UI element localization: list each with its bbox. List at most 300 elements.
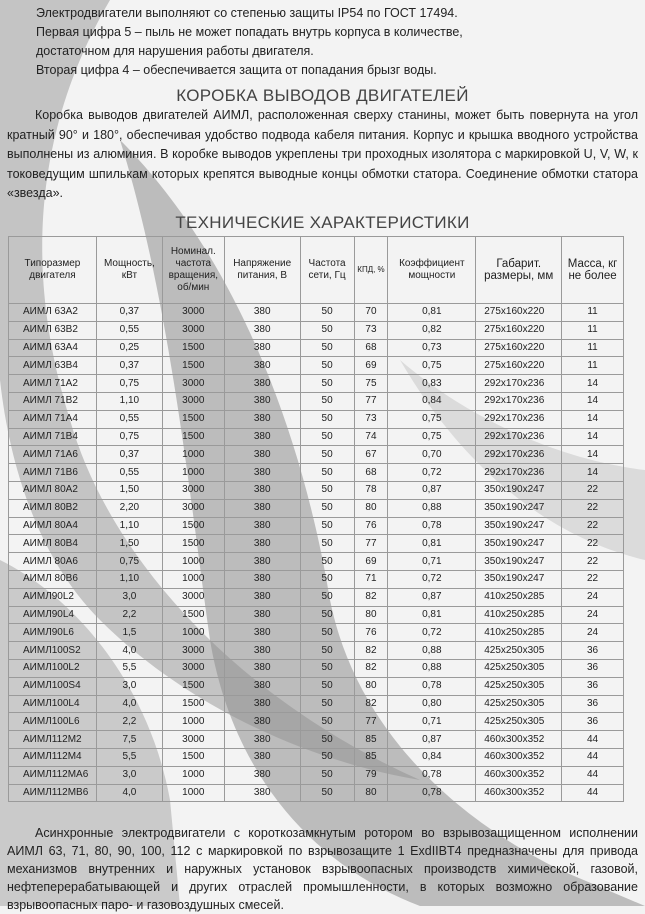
table-row	[9, 624, 624, 642]
table-row	[9, 713, 624, 731]
table-row	[9, 553, 624, 571]
table-cell: 0,75	[96, 428, 162, 446]
table-cell: 380	[224, 357, 300, 375]
table-cell: 1500	[162, 410, 224, 428]
table-cell: 1500	[162, 428, 224, 446]
table-cell: 50	[300, 357, 354, 375]
table-cell: 3000	[162, 481, 224, 499]
table-cell: 36	[562, 713, 624, 731]
table-cell: 50	[300, 304, 354, 322]
table-cell: 22	[562, 517, 624, 535]
table-cell: 50	[300, 321, 354, 339]
table-cell: 0,87	[388, 481, 476, 499]
table-cell: 14	[562, 392, 624, 410]
table-cell: 0,78	[388, 784, 476, 802]
table-cell: АИМЛ 80В4	[9, 535, 97, 553]
table-cell: 0,84	[388, 748, 476, 766]
table-cell: 14	[562, 446, 624, 464]
column-header: КПД, %	[354, 237, 388, 304]
intro-line: Вторая цифра 4 – обеспечивается защита от попадания брызг воды.	[36, 63, 437, 77]
table-cell: 0,75	[388, 410, 476, 428]
table-cell: 0,73	[388, 339, 476, 357]
table-cell: АИМЛ100S2	[9, 642, 97, 660]
intro-block	[36, 4, 636, 80]
table-cell: 0,55	[96, 410, 162, 428]
table-cell: 36	[562, 695, 624, 713]
intro-line: достаточном для нарушения работы двигателя.	[36, 44, 314, 58]
table-cell: 380	[224, 410, 300, 428]
table-cell: 50	[300, 375, 354, 393]
table-cell: 71	[354, 570, 388, 588]
table-cell: 76	[354, 624, 388, 642]
table-cell: АИМЛ 71В6	[9, 464, 97, 482]
table-row	[9, 695, 624, 713]
table-cell: 380	[224, 624, 300, 642]
table-cell: 78	[354, 481, 388, 499]
table-cell: 275x160x220	[476, 304, 562, 322]
table-cell: 350x190x247	[476, 481, 562, 499]
table-cell: АИМЛ 71А4	[9, 410, 97, 428]
table-cell: 80	[354, 677, 388, 695]
table-cell: 0,81	[388, 535, 476, 553]
table-cell: АИМЛ100S4	[9, 677, 97, 695]
table-cell: АИМЛ 63В2	[9, 321, 97, 339]
table-cell: 0,87	[388, 588, 476, 606]
table-cell: 380	[224, 339, 300, 357]
table-cell: 350x190x247	[476, 499, 562, 517]
table-cell: 380	[224, 535, 300, 553]
table-cell: 74	[354, 428, 388, 446]
table-cell: 380	[224, 642, 300, 660]
table-cell: 1500	[162, 695, 224, 713]
table-cell: 24	[562, 624, 624, 642]
table-cell: АИМЛ100L2	[9, 659, 97, 677]
table-cell: 380	[224, 481, 300, 499]
table-row	[9, 731, 624, 749]
table-cell: 68	[354, 464, 388, 482]
table-row	[9, 339, 624, 357]
table-cell: 380	[224, 588, 300, 606]
table-row	[9, 642, 624, 660]
table-cell: 50	[300, 339, 354, 357]
table-cell: 0,71	[388, 713, 476, 731]
table-cell: 3000	[162, 499, 224, 517]
table-cell: 380	[224, 499, 300, 517]
column-header: Коэффициент мощности	[388, 237, 476, 304]
table-cell: 460x300x352	[476, 731, 562, 749]
table-cell: 1,10	[96, 392, 162, 410]
table-row	[9, 357, 624, 375]
table-cell: 14	[562, 375, 624, 393]
table-cell: 380	[224, 553, 300, 571]
table-cell: 380	[224, 428, 300, 446]
table-cell: 36	[562, 677, 624, 695]
table-cell: 75	[354, 375, 388, 393]
table-cell: 50	[300, 481, 354, 499]
table-cell: АИМЛ 63А2	[9, 304, 97, 322]
table-cell: 82	[354, 659, 388, 677]
table-cell: 85	[354, 731, 388, 749]
table-cell: 425x250x305	[476, 659, 562, 677]
table-cell: 3000	[162, 375, 224, 393]
table-cell: 292x170x236	[476, 375, 562, 393]
table-cell: 50	[300, 713, 354, 731]
column-header: Номинал. частота вращения, об/мин	[162, 237, 224, 304]
table-cell: 73	[354, 321, 388, 339]
table-cell: 3000	[162, 731, 224, 749]
table-cell: АИМЛ90L4	[9, 606, 97, 624]
table-cell: 5,5	[96, 748, 162, 766]
table-cell: 44	[562, 731, 624, 749]
table-cell: 1000	[162, 713, 224, 731]
table-cell: 0,71	[388, 553, 476, 571]
footer-paragraph: Асинхронные электродвигатели с короткозамкнутым ротором во взрывозащищенном исполнении АИМЛ 63, 71, 80, 90, 100, 112 с маркировкой по взрывозащите 1 ExdIIBT4 предназначены для привода механизмов внутренних и наружных установок взрывоопасных производств химической, газовой, нефтеперерабатывающей и других отраслей промышленности, в которых возможно образование взрывоопасных паро- и газовоздушных смесей.	[7, 826, 638, 912]
table-cell: 292x170x236	[476, 410, 562, 428]
table-cell: 22	[562, 553, 624, 571]
table-cell: АИМЛ 80А4	[9, 517, 97, 535]
table-cell: 79	[354, 766, 388, 784]
table-cell: АИМЛ 71В2	[9, 392, 97, 410]
table-cell: 22	[562, 535, 624, 553]
table-row	[9, 499, 624, 517]
table-row	[9, 446, 624, 464]
table-cell: 70	[354, 304, 388, 322]
table-cell: 380	[224, 695, 300, 713]
column-header: Габарит. размеры, мм	[476, 237, 562, 304]
table-cell: 380	[224, 766, 300, 784]
table-cell: 44	[562, 766, 624, 784]
table-cell: 4,0	[96, 784, 162, 802]
table-cell: 380	[224, 677, 300, 695]
table-cell: 1000	[162, 624, 224, 642]
table-cell: 410x250x285	[476, 624, 562, 642]
table-cell: 0,75	[96, 375, 162, 393]
table-cell: 425x250x305	[476, 713, 562, 731]
table-cell: 0,80	[388, 695, 476, 713]
table-row	[9, 659, 624, 677]
table-cell: 292x170x236	[476, 428, 562, 446]
table-cell: 0,37	[96, 446, 162, 464]
table-cell: 0,37	[96, 357, 162, 375]
table-cell: 50	[300, 588, 354, 606]
table-cell: 0,75	[96, 553, 162, 571]
table-cell: 0,84	[388, 392, 476, 410]
table-cell: 11	[562, 304, 624, 322]
section-title-terminal-box: КОРОБКА ВЫВОДОВ ДВИГАТЕЛЕЙ	[176, 86, 469, 105]
table-cell: 50	[300, 517, 354, 535]
table-row	[9, 748, 624, 766]
table-cell: 85	[354, 748, 388, 766]
table-cell: 2,2	[96, 606, 162, 624]
table-cell: 77	[354, 713, 388, 731]
table-cell: 0,75	[388, 428, 476, 446]
table-cell: 3000	[162, 642, 224, 660]
intro-line: Первая цифра 5 – пыль не может попадать внутрь корпуса в количестве,	[36, 25, 463, 39]
table-cell: 350x190x247	[476, 517, 562, 535]
table-cell: 2,2	[96, 713, 162, 731]
table-cell: 0,37	[96, 304, 162, 322]
table-cell: 69	[354, 553, 388, 571]
table-cell: 50	[300, 677, 354, 695]
table-body	[9, 304, 624, 802]
table-cell: 425x250x305	[476, 695, 562, 713]
table-cell: 80	[354, 606, 388, 624]
table-cell: 1500	[162, 606, 224, 624]
table-cell: 22	[562, 570, 624, 588]
table-cell: 460x300x352	[476, 784, 562, 802]
table-cell: 0,88	[388, 499, 476, 517]
table-cell: 24	[562, 588, 624, 606]
table-cell: 67	[354, 446, 388, 464]
table-cell: 292x170x236	[476, 464, 562, 482]
table-cell: 410x250x285	[476, 606, 562, 624]
table-cell: 380	[224, 606, 300, 624]
table-row	[9, 570, 624, 588]
table-cell: 77	[354, 535, 388, 553]
table-cell: 50	[300, 642, 354, 660]
table-cell: 22	[562, 481, 624, 499]
table-cell: 5,5	[96, 659, 162, 677]
table-cell: АИМЛ 71А2	[9, 375, 97, 393]
table-cell: 0,55	[96, 321, 162, 339]
column-header: Напряжение питания, В	[224, 237, 300, 304]
table-cell: 292x170x236	[476, 446, 562, 464]
table-cell: 380	[224, 304, 300, 322]
table-cell: 1500	[162, 748, 224, 766]
table-cell: 14	[562, 428, 624, 446]
table-cell: 350x190x247	[476, 570, 562, 588]
table-cell: АИМЛ 71В4	[9, 428, 97, 446]
table-row	[9, 321, 624, 339]
table-row	[9, 535, 624, 553]
table-cell: 36	[562, 642, 624, 660]
table-cell: 44	[562, 784, 624, 802]
table-cell: 410x250x285	[476, 588, 562, 606]
table-cell: 425x250x305	[476, 642, 562, 660]
table-cell: 0,78	[388, 766, 476, 784]
table-cell: АИМЛ 63В4	[9, 357, 97, 375]
table-cell: АИМЛ112МВ6	[9, 784, 97, 802]
table-row	[9, 677, 624, 695]
terminal-box-paragraph: Коробка выводов двигателей АИМЛ, расположенная сверху станины, может быть повернута на угол кратный 90° и 180°, обеспечивая удобство подвода кабеля питания. Корпус и крышка вводного устройства выполнены из алюминия. В коробке выводов укреплены три проходных изолятора с маркировкой U, V, W, к токоведущим шпилькам которых крепятся выводные концы обмотки статора. Соединение обмотки статора «звезда».	[7, 108, 638, 200]
section-title-specs: ТЕХНИЧЕСКИЕ ХАРАКТЕРИСТИКИ	[175, 213, 470, 232]
table-cell: 50	[300, 766, 354, 784]
table-cell: 22	[562, 499, 624, 517]
table-cell: 1000	[162, 766, 224, 784]
table-cell: 36	[562, 659, 624, 677]
table-cell: 50	[300, 731, 354, 749]
table-row	[9, 481, 624, 499]
table-cell: 0,75	[388, 357, 476, 375]
table-cell: 1000	[162, 464, 224, 482]
table-cell: 44	[562, 748, 624, 766]
table-cell: 1,50	[96, 535, 162, 553]
table-cell: 50	[300, 695, 354, 713]
table-cell: 292x170x236	[476, 392, 562, 410]
table-cell: АИМЛ90L6	[9, 624, 97, 642]
table-cell: 3000	[162, 304, 224, 322]
table-cell: 0,83	[388, 375, 476, 393]
table-cell: АИМЛ112МА6	[9, 766, 97, 784]
table-cell: 50	[300, 624, 354, 642]
table-cell: 380	[224, 713, 300, 731]
table-cell: 69	[354, 357, 388, 375]
table-cell: 380	[224, 446, 300, 464]
table-cell: АИМЛ100L6	[9, 713, 97, 731]
table-row	[9, 766, 624, 784]
table-cell: 1500	[162, 677, 224, 695]
table-cell: 380	[224, 321, 300, 339]
table-cell: 1000	[162, 570, 224, 588]
table-cell: 80	[354, 784, 388, 802]
table-cell: 0,81	[388, 606, 476, 624]
table-cell: 380	[224, 464, 300, 482]
table-cell: 82	[354, 642, 388, 660]
table-cell: 50	[300, 606, 354, 624]
table-cell: 0,72	[388, 570, 476, 588]
table-row	[9, 784, 624, 802]
table-row	[9, 428, 624, 446]
table-cell: 50	[300, 659, 354, 677]
table-header-row	[9, 237, 624, 304]
table-cell: 50	[300, 428, 354, 446]
table-cell: 1000	[162, 784, 224, 802]
specs-table	[8, 236, 624, 802]
table-cell: 0,82	[388, 321, 476, 339]
table-cell: 3000	[162, 392, 224, 410]
table-row	[9, 375, 624, 393]
table-cell: 1,50	[96, 481, 162, 499]
table-cell: 425x250x305	[476, 677, 562, 695]
table-cell: 1,10	[96, 570, 162, 588]
table-cell: 380	[224, 748, 300, 766]
table-cell: 0,87	[388, 731, 476, 749]
table-cell: 380	[224, 731, 300, 749]
table-cell: АИМЛ 80В6	[9, 570, 97, 588]
table-cell: 4,0	[96, 642, 162, 660]
table-cell: 350x190x247	[476, 553, 562, 571]
table-cell: 14	[562, 464, 624, 482]
table-cell: 1500	[162, 339, 224, 357]
table-cell: 0,78	[388, 677, 476, 695]
table-row	[9, 464, 624, 482]
table-cell: 73	[354, 410, 388, 428]
table-cell: 80	[354, 499, 388, 517]
table-cell: 380	[224, 659, 300, 677]
table-cell: 0,72	[388, 624, 476, 642]
table-cell: 11	[562, 321, 624, 339]
table-cell: АИМЛ112М2	[9, 731, 97, 749]
table-cell: АИМЛ112М4	[9, 748, 97, 766]
table-cell: АИМЛ 80А6	[9, 553, 97, 571]
intro-line: Электродвигатели выполняют со степенью защиты IP54 по ГОСТ 17494.	[36, 6, 458, 20]
table-cell: АИМЛ 63А4	[9, 339, 97, 357]
table-cell: 1500	[162, 535, 224, 553]
table-cell: 11	[562, 357, 624, 375]
table-cell: 1000	[162, 446, 224, 464]
column-header: Масса, кг не более	[562, 237, 624, 304]
table-cell: 7,5	[96, 731, 162, 749]
table-cell: 50	[300, 784, 354, 802]
table-cell: 3,0	[96, 677, 162, 695]
table-cell: 1500	[162, 517, 224, 535]
table-cell: 1,10	[96, 517, 162, 535]
table-cell: 2,20	[96, 499, 162, 517]
table-cell: 4,0	[96, 695, 162, 713]
table-cell: АИМЛ90L2	[9, 588, 97, 606]
table-cell: 11	[562, 339, 624, 357]
table-cell: АИМЛ 80В2	[9, 499, 97, 517]
column-header: Типоразмер двигателя	[9, 237, 97, 304]
table-cell: АИМЛ100L4	[9, 695, 97, 713]
table-cell: 14	[562, 410, 624, 428]
table-cell: 1500	[162, 357, 224, 375]
table-cell: 0,72	[388, 464, 476, 482]
table-cell: 50	[300, 748, 354, 766]
table-cell: 275x160x220	[476, 357, 562, 375]
table-row	[9, 517, 624, 535]
table-cell: 50	[300, 553, 354, 571]
table-cell: 1000	[162, 553, 224, 571]
table-cell: 0,81	[388, 304, 476, 322]
table-cell: 50	[300, 570, 354, 588]
table-row	[9, 606, 624, 624]
table-row	[9, 410, 624, 428]
table-row	[9, 304, 624, 322]
table-cell: 0,55	[96, 464, 162, 482]
table-cell: 0,88	[388, 642, 476, 660]
table-cell: АИМЛ 80А2	[9, 481, 97, 499]
table-cell: 350x190x247	[476, 535, 562, 553]
table-cell: 380	[224, 375, 300, 393]
table-cell: АИМЛ 71А6	[9, 446, 97, 464]
table-cell: 77	[354, 392, 388, 410]
table-cell: 82	[354, 588, 388, 606]
column-header: Частота сети, Гц	[300, 237, 354, 304]
table-cell: 380	[224, 392, 300, 410]
table-cell: 3,0	[96, 588, 162, 606]
table-cell: 50	[300, 392, 354, 410]
table-cell: 3000	[162, 659, 224, 677]
table-cell: 50	[300, 499, 354, 517]
table-cell: 0,78	[388, 517, 476, 535]
table-cell: 380	[224, 784, 300, 802]
table-row	[9, 588, 624, 606]
table-cell: 50	[300, 410, 354, 428]
table-cell: 275x160x220	[476, 339, 562, 357]
table-cell: 82	[354, 695, 388, 713]
table-cell: 380	[224, 570, 300, 588]
table-cell: 460x300x352	[476, 748, 562, 766]
table-cell: 0,25	[96, 339, 162, 357]
column-header: Мощность, кВт	[96, 237, 162, 304]
table-cell: 24	[562, 606, 624, 624]
table-cell: 3000	[162, 321, 224, 339]
table-row	[9, 392, 624, 410]
table-cell: 3,0	[96, 766, 162, 784]
table-cell: 76	[354, 517, 388, 535]
table-cell: 50	[300, 446, 354, 464]
table-cell: 3000	[162, 588, 224, 606]
table-cell: 0,88	[388, 659, 476, 677]
table-cell: 68	[354, 339, 388, 357]
table-cell: 460x300x352	[476, 766, 562, 784]
table-cell: 275x160x220	[476, 321, 562, 339]
table-cell: 50	[300, 535, 354, 553]
table-cell: 50	[300, 464, 354, 482]
table-cell: 380	[224, 517, 300, 535]
table-cell: 1,5	[96, 624, 162, 642]
